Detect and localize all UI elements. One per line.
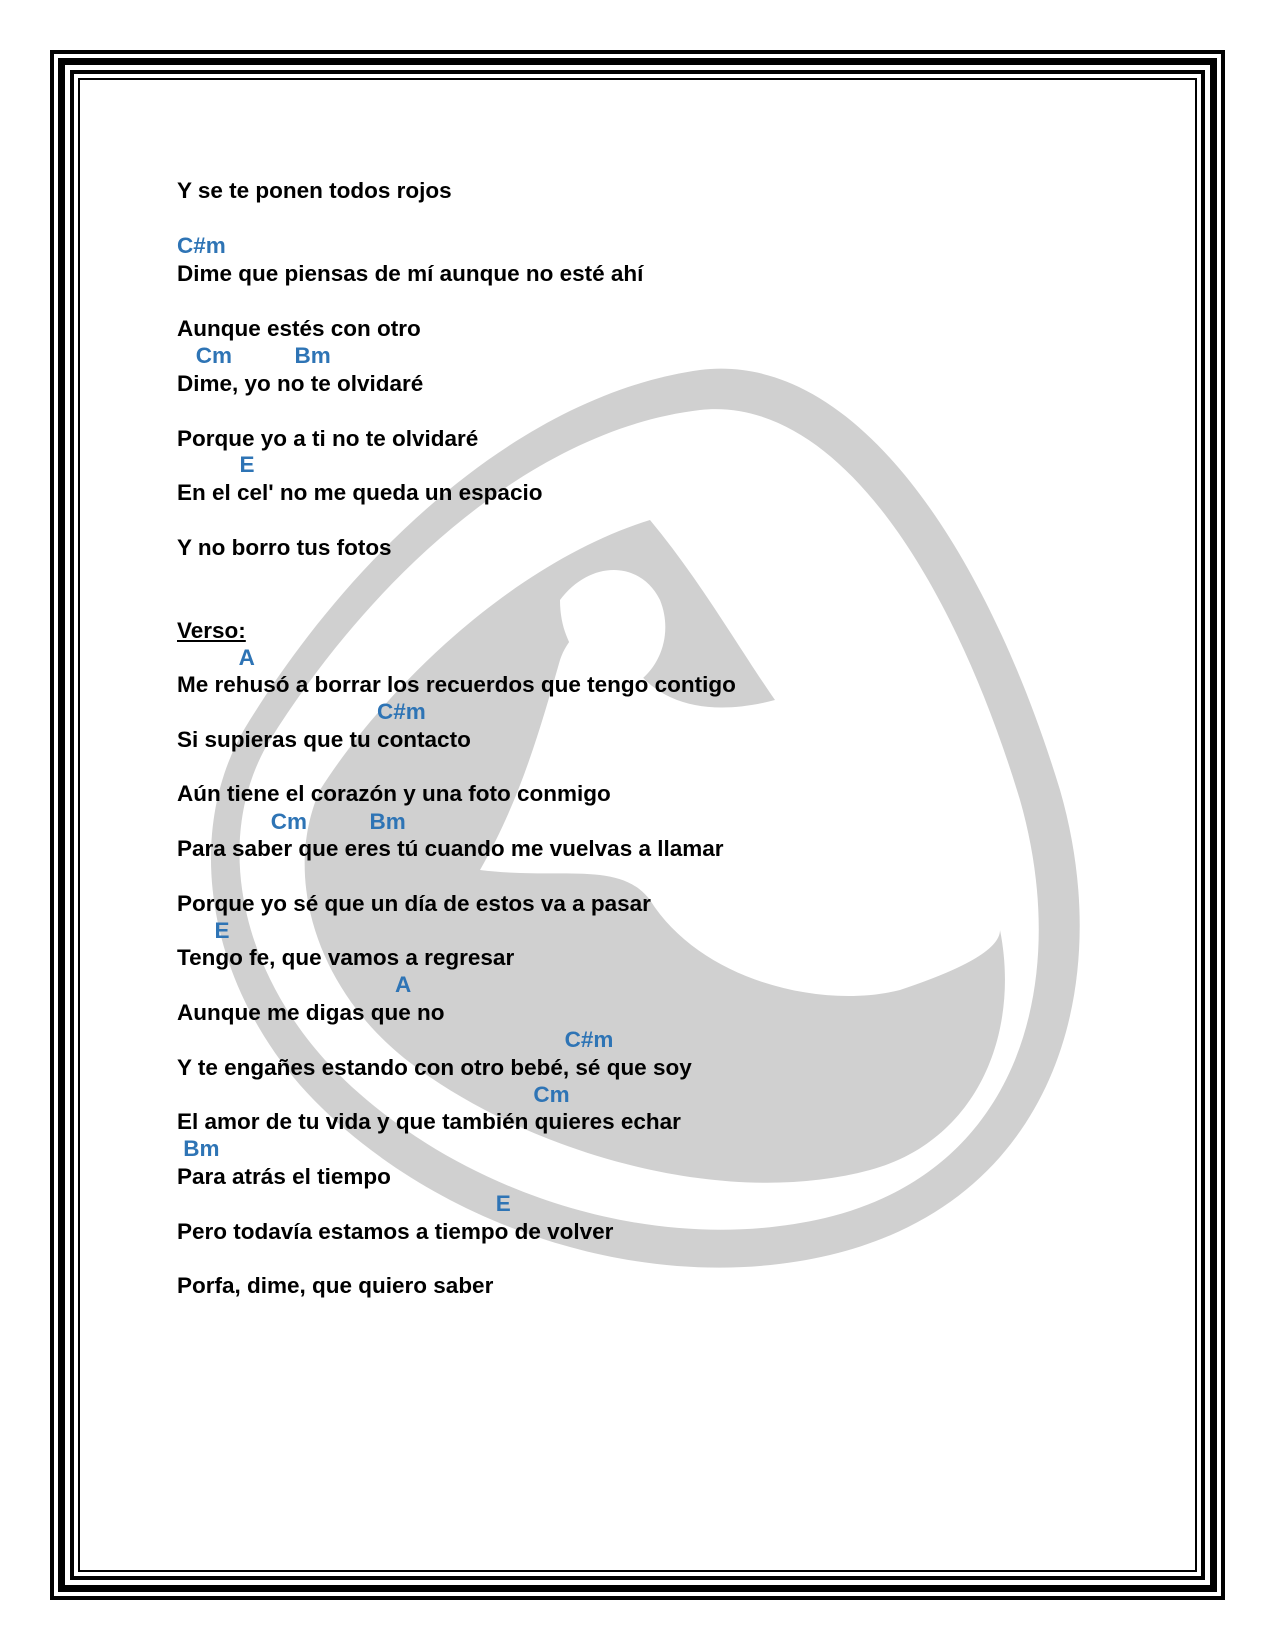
chord-line: A [177,972,412,997]
chord-line: E [177,918,230,943]
lyric-line: Para atrás el tiempo [177,1164,391,1189]
chord-line: C#m [177,699,426,724]
lyric-line: Dime, yo no te olvidaré [177,371,424,396]
lyric-line: Y se te ponen todos rojos [177,178,452,203]
lyric-line: Tengo fe, que vamos a regresar [177,945,515,970]
lyric-line: En el cel' no me queda un espacio [177,480,543,505]
lyric-line: Aún tiene el corazón y una foto conmigo [177,781,611,806]
chord-line: Cm Bm [177,343,331,368]
lyric-line: El amor de tu vida y que también quieres echar [177,1109,681,1134]
section-heading-verso: Verso: [177,618,246,643]
lyric-line: Y no borro tus fotos [177,535,392,560]
lyric-line: Aunque estés con otro [177,316,421,341]
chord-line: Bm [177,1136,220,1161]
lyric-line: Me rehusó a borrar los recuerdos que tengo contigo [177,672,736,697]
lyric-line: Si supieras que tu contacto [177,727,471,752]
chord-line: E [177,1191,511,1216]
lyric-line: Dime que piensas de mí aunque no esté ahí [177,261,644,286]
chord-line: A [177,645,255,670]
lyric-line: Porque yo a ti no te olvidaré [177,426,479,451]
lyric-line: Y te engañes estando con otro bebé, sé que soy [177,1055,692,1080]
chord-line: Cm [177,1082,570,1107]
lyric-line: Pero todavía estamos a tiempo de volver [177,1219,614,1244]
lyric-line: Para saber que eres tú cuando me vuelvas a llamar [177,836,724,861]
lyric-line: Porque yo sé que un día de estos va a pasar [177,891,651,916]
chord-line: E [177,452,255,477]
chord-line: C#m [177,1027,614,1052]
lyric-line: Aunque me digas que no [177,1000,445,1025]
chord-line: Cm Bm [177,809,406,834]
lyric-line: Porfa, dime, que quiero saber [177,1273,494,1298]
chord-line: C#m [177,233,226,258]
